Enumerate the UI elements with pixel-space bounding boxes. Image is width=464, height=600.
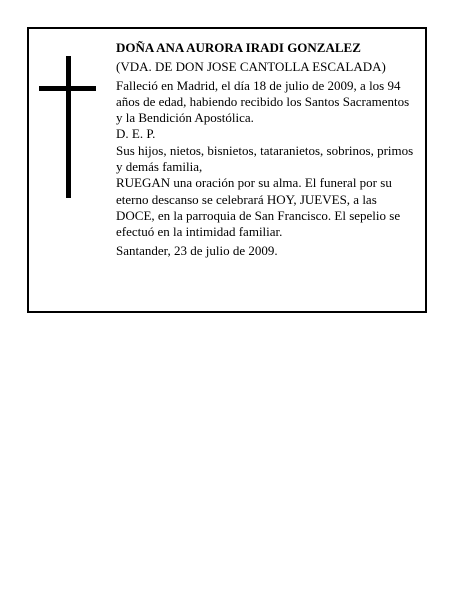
cross-icon-bar [39, 86, 96, 91]
obituary-text [116, 40, 418, 259]
place-and-date: Santander, 23 de julio de 2009. [116, 242, 278, 258]
funeral-request: RUEGAN una oración por su alma. El funeral por su eterno descanso se celebrará HOY, JUEVES, a las DOCE, en la parroquia de San Francisco. El sepelio se efectuó en la intimidad familiar. [116, 175, 401, 240]
deceased-name: DOÑA ANA AURORA IRADI GONZALEZ [116, 40, 361, 55]
widow-of-line: (VDA. DE DON JOSE CANTOLLA ESCALADA) [116, 59, 386, 75]
death-announcement: Falleció en Madrid, el día 18 de julio de 2009, a los 94 años de edad, habiendo recibido los Santos Sacramentos y la Bendición Apostólica. [116, 77, 410, 126]
family-list: Sus hijos, nietos, bisnietos, tataranietos, sobrinos, primos y demás familia, [116, 142, 414, 175]
cross-icon [66, 56, 71, 198]
rest-in-peace: D. E. P. [116, 126, 156, 142]
obituary-notice [27, 27, 427, 313]
